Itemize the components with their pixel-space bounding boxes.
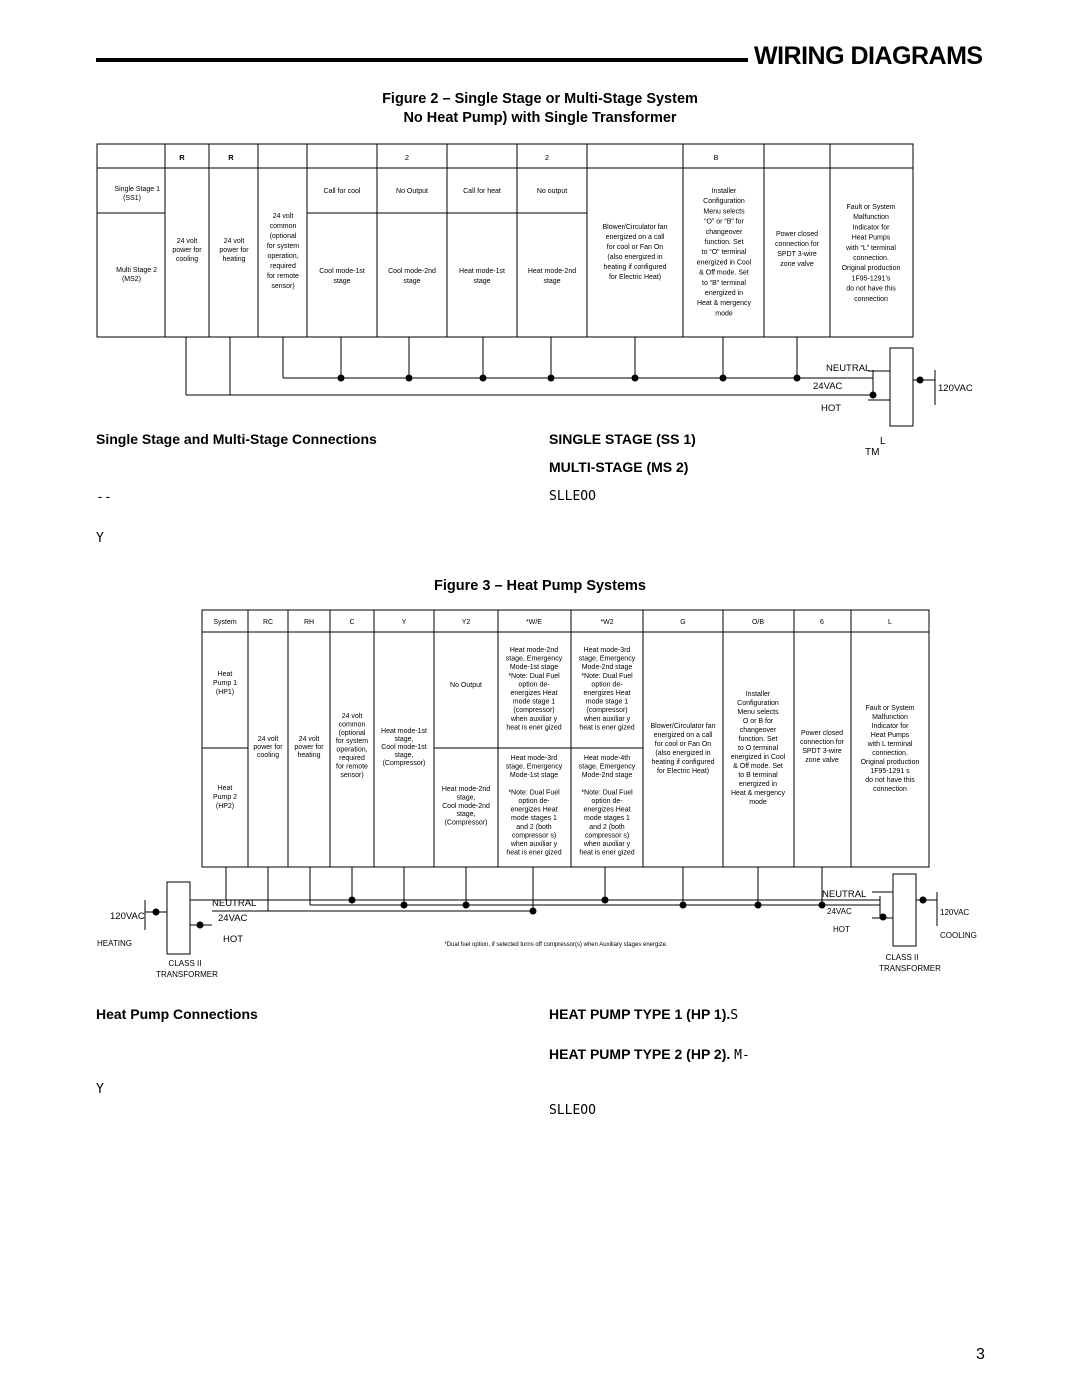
- code-text-2: SLLEOO: [549, 1103, 596, 1118]
- cell-text-line: 24 volt: [176, 238, 198, 245]
- tm-label: TM: [865, 447, 880, 458]
- cell-text: *W2: [600, 619, 614, 626]
- cell-text-line: changeover: [705, 228, 743, 236]
- cell-text-line: stage, Emergency: [578, 655, 636, 663]
- cell-text-line: connection: [873, 786, 907, 793]
- terminal-dot: [530, 908, 537, 915]
- cell-text-line: stage, Emergency: [505, 763, 563, 771]
- row-label-ss1: (SS1): [123, 195, 141, 202]
- fig3-right-hot: HOT: [833, 925, 850, 934]
- figure2-title-line1: Figure 2 – Single Stage or Multi-Stage System: [382, 91, 698, 107]
- hp1-suffix: S: [730, 1008, 739, 1023]
- terminal-dot: [819, 902, 826, 909]
- cell-text-line: Heat mode-2nd: [509, 647, 559, 654]
- fig2-neutral-label: NEUTRAL: [826, 363, 871, 374]
- cell-text-line: 24 volt: [223, 238, 245, 245]
- cell-text-line: when auxiliar y: [510, 715, 558, 723]
- cell-text: Y2: [461, 619, 471, 626]
- cell-text-line: stage, Emergency: [578, 763, 636, 771]
- fig3-left-24vac: 24VAC: [218, 913, 248, 924]
- cell-text-line: mode stage 1: [585, 698, 629, 706]
- row-label-ms2: (MS2): [121, 276, 141, 283]
- cell-text: RH: [303, 619, 315, 626]
- fig3-cooling-label: COOLING: [940, 931, 977, 940]
- cell-text-line: Heat mode-3rd: [583, 647, 631, 654]
- cell-text-line: Blower/Circulator fan: [650, 723, 716, 730]
- cell-text-line: with L terminal: [867, 741, 913, 748]
- cell-text-line: Cool mode-1st: [381, 744, 427, 751]
- cell-text-line: heating if configured: [651, 759, 715, 766]
- cell-text-line: mode stages 1: [584, 815, 630, 823]
- terminal-dot: [920, 897, 927, 904]
- cell-text-line: Original production: [841, 265, 901, 273]
- terminal-dot: [755, 902, 762, 909]
- fig3-right-class: TRANSFORMER: [879, 964, 941, 973]
- cell-text-line: & Off mode. Set: [699, 269, 749, 277]
- cell-text-line: power for: [253, 744, 283, 751]
- cell-text-line: Power closed: [775, 231, 819, 238]
- cell-text-line: energized in Cool: [696, 259, 752, 267]
- cell-text: O/B: [751, 619, 765, 626]
- cell-text: G: [680, 619, 686, 626]
- l-label: L: [880, 436, 886, 447]
- cell-text-line: Heat Pumps: [851, 234, 891, 242]
- y-text-2: Y: [96, 1082, 104, 1097]
- cell-text-line: (compressor): [586, 707, 628, 715]
- hp2-heading-text: HEAT PUMP TYPE 2 (HP 2).: [549, 1046, 731, 1062]
- cell-text-line: 24 volt: [341, 713, 363, 720]
- cell-text-line: mode: [749, 799, 767, 806]
- cell-text-line: power for: [294, 744, 324, 751]
- cell-text-line: required: [339, 755, 365, 762]
- code-text: SLLEOO: [549, 489, 596, 504]
- cell-text-line: (also energized in: [655, 750, 711, 757]
- cell-text-line: *Note: Dual Fuel: [508, 672, 560, 680]
- terminal-dot: [680, 902, 687, 909]
- cell-text-line: when auxiliar y: [583, 841, 631, 848]
- cell-text-line: 24 volt: [298, 736, 320, 743]
- cell-text-line: Malfunction: [872, 714, 908, 721]
- cell-text-line: Menu selects: [737, 709, 779, 716]
- cell-text-line: stage, Emergency: [505, 655, 563, 663]
- cell-text-line: Heat & mergency: [696, 300, 752, 308]
- cell-text-line: common: [338, 721, 366, 729]
- cell-text-line: Installer: [711, 188, 737, 195]
- single-stage-heading: SINGLE STAGE (SS 1): [549, 431, 696, 447]
- cell-text-line: compressor s): [584, 832, 630, 840]
- cell-text-line: Heat mode-2nd: [441, 786, 491, 793]
- cell-text-line: to “O” terminal: [701, 249, 747, 257]
- cell-text-line: function. Set: [738, 736, 778, 743]
- cell-text-line: zone valve: [780, 261, 814, 268]
- cell-text-line: connection.: [853, 255, 889, 262]
- fig3-right-24vac: 24VAC: [827, 907, 852, 916]
- cell-text-line: connection for: [775, 241, 819, 248]
- cell-text-line: Cool mode-1st: [319, 268, 365, 275]
- cell-text-line: (compressor): [513, 707, 555, 715]
- cell-text-line: energizes Heat: [583, 806, 631, 814]
- cell-text: No Output: [450, 682, 482, 689]
- section-heading-heat-pump: Heat Pump Connections: [96, 1006, 258, 1022]
- cell-text-line: Blower/Circulator fan: [602, 224, 668, 231]
- fig2-header: R: [179, 153, 185, 162]
- cell-text-line: stage,: [394, 736, 414, 743]
- cell-text-line: function. Set: [704, 239, 744, 246]
- terminal-dot: [602, 897, 609, 904]
- cell-text-line: Heat mode-3rd: [510, 755, 558, 762]
- cell-text-line: energizes Heat: [510, 806, 558, 814]
- cell-text-line: option de-: [591, 798, 623, 805]
- cell-text-line: Fault or System: [865, 705, 915, 712]
- cell-text-line: cooling: [175, 256, 199, 263]
- cell-text-line: heat is ener gized: [579, 724, 635, 732]
- page-title: WIRING DIAGRAMS: [754, 42, 983, 70]
- cell-text-line: energizes Heat: [510, 690, 558, 697]
- multi-stage-heading: MULTI-STAGE (MS 2): [549, 459, 689, 475]
- cell-text-line: stage,: [394, 752, 414, 759]
- cell-text-line: do not have this: [846, 285, 896, 293]
- row-label-hp1: Pump 1: [212, 680, 238, 687]
- cell-text-line: operation,: [267, 253, 299, 260]
- cell-text-line: SPDT 3-wire: [802, 748, 842, 755]
- cell-text: Call for heat: [463, 188, 501, 195]
- cell-text: *W/E: [526, 619, 542, 626]
- cell-text-line: Heat mode-1st: [459, 268, 505, 275]
- fig2-hot-label: HOT: [821, 403, 842, 414]
- cell-text-line: for Electric Heat): [608, 274, 662, 281]
- cell-text-line: to O terminal: [737, 745, 779, 752]
- cell-text-line: do not have this: [865, 777, 915, 784]
- cell-text-line: to “B” terminal: [702, 279, 746, 287]
- row-label-hp1: Heat: [217, 671, 233, 678]
- cell-text-line: 1F95-1291 s: [870, 768, 910, 775]
- cell-text-line: and 2 (both: [589, 823, 625, 831]
- cell-text-line: Heat mode-2nd: [527, 268, 577, 275]
- cell-text-line: common: [269, 223, 297, 230]
- terminal-dot: [197, 922, 204, 929]
- hp2-suffix: M-: [734, 1048, 750, 1063]
- cell-text-line: Cool mode-2nd: [442, 802, 490, 810]
- cell-text-line: power for: [172, 247, 202, 254]
- cell-text: 6: [820, 619, 824, 626]
- fig3-left-120vac: 120VAC: [110, 911, 145, 922]
- cell-text-line: Malfunction: [853, 214, 889, 222]
- fig3-left-class: CLASS II: [168, 959, 202, 968]
- cell-text-line: energized in: [738, 781, 778, 788]
- cell-text: L: [888, 619, 892, 626]
- cell-text-line: when auxiliar y: [510, 841, 558, 848]
- cell-text: No Output: [396, 188, 428, 195]
- fig3-footnote: *Dual fuel option, if selected turns off compressor(s) when Auxiliary stages energize.: [444, 942, 668, 948]
- cell-text-line: for remote: [267, 273, 299, 280]
- cell-text-line: connection for: [800, 739, 844, 746]
- hp1-heading-text: HEAT PUMP TYPE 1 (HP 1).: [549, 1006, 731, 1022]
- cell-text-line: *Note: Dual Fuel: [581, 789, 633, 797]
- cell-text-line: option de-: [518, 798, 550, 805]
- page-number: 3: [976, 1346, 985, 1363]
- terminal-dot: [463, 902, 470, 909]
- y-text: Y: [96, 531, 104, 546]
- terminal-dot: [349, 897, 356, 904]
- fig2-header: 2: [544, 153, 550, 162]
- cell-text: No output: [536, 188, 568, 195]
- cell-text: System: [213, 619, 237, 626]
- fig3-left-class: TRANSFORMER: [156, 970, 218, 979]
- cell-text-line: Heat Pumps: [870, 732, 910, 739]
- cell-text-line: stage: [403, 278, 421, 285]
- fig3-right-120vac: 120VAC: [940, 908, 970, 917]
- cell-text-line: heat is ener gized: [579, 849, 635, 857]
- cell-text-line: *Note: Dual Fuel: [508, 789, 560, 797]
- cell-text-line: (optional: [269, 233, 297, 240]
- cell-text-line: heating: [297, 752, 321, 759]
- cell-text-line: Configuration: [703, 198, 745, 206]
- cell-text-line: Indicator for: [871, 723, 909, 730]
- cell-text-line: for remote: [336, 763, 368, 771]
- terminal-dot: [880, 914, 887, 921]
- cell-text-line: energized in: [704, 290, 744, 297]
- cell-text-line: Mode-1st stage: [509, 772, 559, 780]
- terminal-dot: [153, 909, 160, 916]
- figure3-title: Figure 3 – Heat Pump Systems: [434, 578, 646, 594]
- fig3-left-hot: HOT: [223, 934, 244, 945]
- cell-text-line: O or B for: [742, 718, 774, 725]
- fig3-right-class: CLASS II: [885, 953, 919, 962]
- hp2-heading: [549, 1046, 750, 1063]
- cell-text-line: Heat mode-1st: [381, 728, 427, 735]
- cell-text-line: changeover: [739, 727, 777, 734]
- cell-text-line: stage: [473, 278, 491, 285]
- cell-text-line: option de-: [518, 681, 550, 689]
- cell-text-line: energized on a call: [653, 732, 713, 739]
- cell-text-line: Installer: [745, 691, 771, 698]
- cell-text-line: with “L” terminal: [846, 244, 896, 252]
- cell-text: Y: [401, 619, 407, 626]
- cell-text-line: mode: [715, 310, 733, 318]
- cell-text-line: for Electric Heat): [656, 768, 710, 775]
- cell-text-line: Original production: [860, 759, 920, 766]
- hp1-heading: [549, 1006, 738, 1023]
- cell-text-line: 24 volt: [272, 213, 294, 220]
- cell-text-line: Mode-2nd stage: [581, 772, 633, 780]
- cell-text-line: to B terminal: [738, 772, 778, 779]
- cell-text-line: compressor s): [511, 832, 557, 840]
- cell-text-line: sensor): [340, 771, 364, 779]
- cell-text-line: Cool mode-2nd: [388, 268, 436, 275]
- cell-text-line: for system: [335, 738, 369, 746]
- row-label-hp2: Heat: [217, 785, 233, 792]
- cell-text-line: heating: [222, 256, 246, 263]
- cell-text-line: stage,: [456, 811, 476, 819]
- cell-text-line: cooling: [256, 752, 280, 759]
- row-label-hp1: (HP1): [215, 689, 235, 696]
- fig2-header: 2: [404, 153, 410, 162]
- cell-text-line: sensor): [271, 283, 295, 290]
- cell-text-line: (also energized in: [607, 254, 663, 261]
- cell-text-line: (Compressor): [382, 760, 426, 767]
- cell-text-line: (Compressor): [444, 819, 488, 827]
- row-label-ms2: Multi Stage 2: [116, 267, 157, 274]
- cell-text-line: SPDT 3-wire: [777, 251, 817, 258]
- cell-text-line: Mode-1st stage: [509, 664, 559, 672]
- cell-text-line: 1F95-1291’s: [851, 275, 891, 283]
- cell-text-line: 24 volt: [257, 736, 279, 743]
- cell-text-line: Fault or System: [846, 204, 896, 211]
- fig2-header: R: [228, 153, 234, 162]
- row-label-hp2: (HP2): [215, 803, 235, 810]
- cell-text-line: *Note: Dual Fuel: [581, 672, 633, 680]
- cell-text-line: power for: [219, 247, 249, 254]
- cell-text-line: connection.: [872, 750, 908, 757]
- cell-text-line: (optional: [338, 729, 366, 737]
- fig3-right-neutral: NEUTRAL: [822, 889, 867, 900]
- cell-text-line: stage: [543, 278, 561, 285]
- cell-text-line: stage,: [456, 794, 476, 802]
- fig2-header: B: [713, 153, 719, 162]
- cell-text-line: connection: [854, 295, 888, 303]
- fig2-120vac-label: 120VAC: [938, 383, 973, 394]
- cell-text-line: Mode-2nd stage: [581, 664, 633, 672]
- cell-text-line: energized on a call: [605, 234, 665, 241]
- fig3-heating-label: HEATING: [97, 939, 132, 948]
- cell-text-line: operation,: [336, 746, 368, 754]
- cell-text-line: & Off mode. Set: [733, 763, 783, 770]
- cell-text-line: and 2 (both: [516, 823, 552, 831]
- cell-text-line: stage: [333, 278, 351, 285]
- cell-text-line: “O” or “B” for: [704, 218, 744, 226]
- figure2-title-line2: No Heat Pump) with Single Transformer: [403, 110, 677, 126]
- cell-text-line: heat is ener gized: [506, 724, 562, 732]
- cell-text-line: Heat mode-4th: [583, 755, 631, 762]
- dashes-text: --: [96, 490, 112, 505]
- cell-text-line: option de-: [591, 681, 623, 689]
- cell-text-line: required: [270, 263, 296, 270]
- cell-text-line: Configuration: [737, 700, 779, 707]
- cell-text-line: zone valve: [805, 757, 839, 764]
- cell-text-line: mode stages 1: [511, 815, 557, 823]
- cell-text-line: mode stage 1: [512, 698, 556, 706]
- cell-text-line: energized in Cool: [730, 754, 786, 761]
- cell-text-line: energizes Heat: [583, 690, 631, 697]
- cell-text-line: for cool or Fan On: [606, 244, 664, 251]
- cell-text: Call for cool: [323, 188, 361, 195]
- cell-text-line: Heat & mergency: [730, 790, 786, 797]
- cell-text-line: heat is ener gized: [506, 849, 562, 857]
- cell-text-line: Indicator for: [852, 224, 890, 232]
- section-heading-single-multi: Single Stage and Multi-Stage Connections: [96, 431, 377, 447]
- cell-text: RC: [262, 619, 274, 626]
- cell-text-line: heating if configured: [603, 264, 667, 271]
- fig3-left-neutral: NEUTRAL: [212, 898, 257, 909]
- row-label-hp2: Pump 2: [212, 794, 238, 801]
- cell-text-line: Power closed: [800, 730, 844, 737]
- terminal-dot: [401, 902, 408, 909]
- cell-text: C: [349, 619, 355, 626]
- cell-text-line: when auxiliar y: [583, 715, 631, 723]
- cell-text-line: for system: [266, 243, 300, 250]
- cell-text-line: Menu selects: [703, 208, 745, 216]
- fig2-24vac-label: 24VAC: [813, 381, 843, 392]
- cell-text-line: for cool or Fan On: [654, 741, 712, 748]
- row-label-ss1: Single Stage 1: [114, 186, 160, 193]
